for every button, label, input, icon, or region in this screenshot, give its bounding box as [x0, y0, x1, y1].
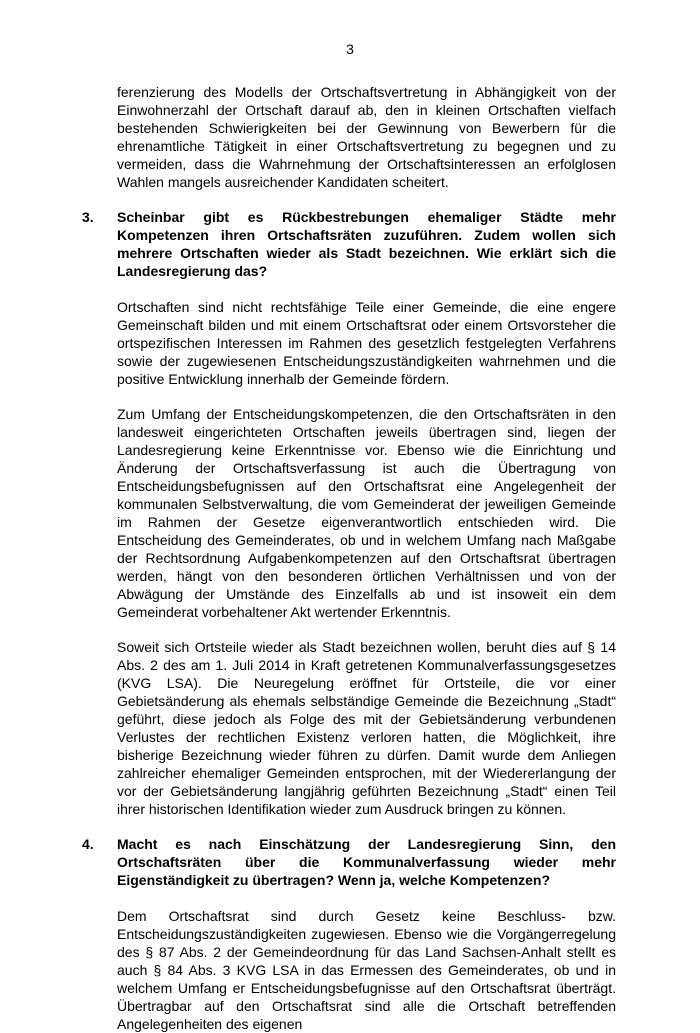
document-body: [82, 83, 616, 1033]
question-4-text: Macht es nach Einschätzung der Landesregierung Sinn, den Ortschaftsräten über die Kommunalverfassung wieder mehr Eigenständigkeit zu übertragen? Wenn ja, welche Kompetenzen?: [117, 836, 616, 888]
page-number: 3: [346, 41, 354, 57]
answer-4-paragraph-1: Dem Ortschaftsrat sind durch Gesetz keine Beschluss- bzw. Entscheidungszuständigkeiten zugewiesen. Ebenso wie die Vorgängerregelung des § 87 Abs. 2 der Gemeindeordnung für das Land Sachsen-Anhalt stellt es auch § 84 Abs. 3 KVG LSA in das Ermessen des Gemeinderates, ob und in welchem Umfang er Entscheidungsbefugnisse auf den Ortschaftsrat überträgt. Übertragbar auf den Ortschaftsrat sind alle die Ortschaft betreffenden Angelegenheiten des eigenen: [117, 908, 616, 1032]
answer-3-paragraph-2: Zum Umfang der Entscheidungskompetenzen, die den Ortschaftsräten in den landesweit eingerichteten Ortschaften jeweils übertragen sind, liegen der Landesregierung keine Erkenntnisse vor. Ebenso wie die Einrichtung und Änderung der Ortschaftsverfassung ist auch die Übertragung von Entscheidungsbefugnissen auf den Ortschaftsrat eine Angelegenheit der kommunalen Selbstverwaltung, die vom Gemeinderat der jeweiligen Gemeinde im Rahmen der Gesetze eigenverantwortlich entschieden wird. Die Entscheidung des Gemeinderates, ob und in welchem Umfang nach Maßgabe der Rechtsordnung Aufgabenkompetenzen auf den Ortschaftsrat übertragen werden, hängt von den besonderen örtlichen Verhältnissen und von der Abwägung der Umstände des Einzelfalls ab und ist insoweit ein dem Gemeinderat vorbehaltener Akt wertender Erkenntnis.: [117, 406, 616, 620]
question-3-number: 3.: [82, 209, 94, 225]
question-4: [82, 835, 616, 889]
question-3-text: Scheinbar gibt es Rückbestrebungen ehemaliger Städte mehr Kompetenzen ihren Ortschaftsräten zuzuführen. Zudem wollen sich mehrere Ortschaften wieder als Stadt bezeichnen. Wie erklärt sich die Landesregierung das?: [117, 209, 616, 279]
answer-3-paragraph-1: Ortschaften sind nicht rechtsfähige Teile einer Gemeinde, die eine engere Gemeinschaft bilden und mit einem Ortschaftsrat oder einem Ortsvorsteher die ortspezifischen Interessen im Rahmen des gesetzlich festgelegten Verfahrens sowie der zugewiesenen Entscheidungszuständigkeiten wahrnehmen und die positive Entwicklung innerhalb der Gemeinde fördern.: [117, 299, 616, 387]
question-4-number: 4.: [82, 836, 94, 852]
paragraph-intro-continuation: ferenzierung des Modells der Ortschaftsvertretung in Abhängigkeit von der Einwohnerzahl der Ortschaft darauf ab, den in kleinen Ortschaften vielfach bestehenden Schwierigkeiten bei der Gewinnung von Bewerbern für die ehrenamtliche Tätigkeit in einer Ortschaftsvertretung zu begegnen und zu vermeiden, dass die Wahrnehmung der Ortschaftsinteressen an erfolglosen Wahlen mangels ausreichender Kandidaten scheitert.: [117, 84, 616, 190]
answer-3-paragraph-3: Soweit sich Ortsteile wieder als Stadt bezeichnen wollen, beruht dies auf § 14 Abs. 2 des am 1. Juli 2014 in Kraft getretenen Kommunalverfassungsgesetzes (KVG LSA). Die Neuregelung eröffnet für Ortsteile, die vor einer Gebietsänderung als ehemals selbständige Gemeinde die Bezeichnung „Stadt“ geführt, diese jedoch als Folge des mit der Gebietsänderung verbundenen Verlustes der rechtlichen Existenz verloren hatten, die Möglichkeit, ihre bisherige Bezeichnung wieder führen zu dürfen. Damit wurde dem Anliegen zahlreicher ehemaliger Gemeinden entsprochen, mit der Wiedererlangung der vor der Gebietsänderung langjährig geführten Bezeichnung „Stadt“ einen Teil ihrer historischen Identifikation wieder zum Ausdruck bringen zu können.: [117, 639, 616, 817]
question-3: [82, 208, 616, 280]
